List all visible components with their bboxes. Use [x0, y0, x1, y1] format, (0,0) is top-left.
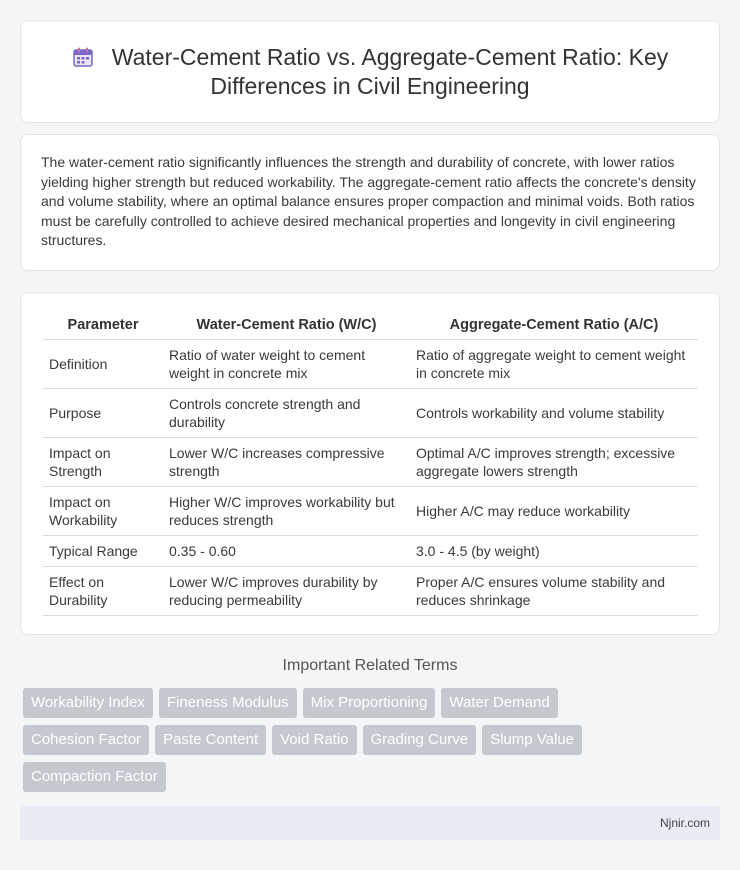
row-parameter: Impact on Workability — [43, 486, 163, 535]
table-header-row — [43, 311, 698, 339]
title-wrap — [61, 43, 679, 101]
comparison-table — [43, 311, 698, 616]
row-water-cement: Lower W/C improves durability by reducing permeability — [163, 566, 410, 615]
title-card — [20, 20, 720, 123]
row-aggregate-cement: Proper A/C ensures volume stability and reduces shrinkage — [410, 566, 698, 615]
related-term-tag[interactable]: Water Demand — [441, 688, 557, 718]
calendar-icon — [72, 46, 94, 68]
related-term-tag[interactable]: Grading Curve — [363, 725, 477, 755]
table-row — [43, 566, 698, 615]
related-term-tag[interactable]: Compaction Factor — [23, 762, 166, 792]
row-parameter: Purpose — [43, 388, 163, 437]
related-term-tag[interactable]: Fineness Modulus — [159, 688, 297, 718]
related-terms-heading: Important Related Terms — [282, 657, 458, 674]
row-aggregate-cement: 3.0 - 4.5 (by weight) — [410, 535, 698, 566]
row-water-cement: Lower W/C increases compressive strength — [163, 437, 410, 486]
summary-paragraph: The water-cement ratio significantly influences the strength and durability of concrete, with lower ratios yielding higher strength but reduced workability. The aggregate-cement ratio affects the concrete's density and volume stability, where an optimal balance ensures proper compaction and minimal voids. Both ratios must be carefully controlled to achieve desired mechanical properties and longevity in civil engineering structures. — [41, 154, 696, 249]
row-water-cement: Higher W/C improves workability but reduces strength — [163, 486, 410, 535]
related-term-tag[interactable]: Void Ratio — [272, 725, 356, 755]
row-parameter: Typical Range — [43, 535, 163, 566]
footer-site-link[interactable]: Njnir.com — [659, 816, 710, 830]
row-aggregate-cement: Higher A/C may reduce workability — [410, 486, 698, 535]
table-row — [43, 388, 698, 437]
header-aggregate-cement: Aggregate-Cement Ratio (A/C) — [410, 311, 698, 339]
related-term-tag[interactable]: Mix Proportioning — [303, 688, 436, 718]
row-water-cement: Controls concrete strength and durability — [163, 388, 410, 437]
row-water-cement: Ratio of water weight to cement weight in concrete mix — [163, 339, 410, 388]
row-parameter: Impact on Strength — [43, 437, 163, 486]
header-water-cement: Water-Cement Ratio (W/C) — [163, 311, 410, 339]
row-aggregate-cement: Ratio of aggregate weight to cement weight in concrete mix — [410, 339, 698, 388]
related-terms-list — [23, 688, 623, 792]
header-parameter: Parameter — [43, 311, 163, 339]
row-aggregate-cement: Optimal A/C improves strength; excessive aggregate lowers strength — [410, 437, 698, 486]
row-parameter: Effect on Durability — [43, 566, 163, 615]
comparison-table-card — [20, 292, 720, 635]
related-term-tag[interactable]: Paste Content — [155, 725, 266, 755]
related-term-tag[interactable]: Slump Value — [482, 725, 582, 755]
row-water-cement: 0.35 - 0.60 — [163, 535, 410, 566]
footer — [20, 806, 720, 840]
summary-card — [20, 134, 720, 271]
related-term-tag[interactable]: Workability Index — [23, 688, 153, 718]
related-term-tag[interactable]: Cohesion Factor — [23, 725, 149, 755]
row-parameter: Definition — [43, 339, 163, 388]
row-aggregate-cement: Controls workability and volume stability — [410, 388, 698, 437]
table-row — [43, 437, 698, 486]
page-title: Water-Cement Ratio vs. Aggregate-Cement Ratio: Key Differences in Civil Engineering — [111, 44, 669, 99]
table-row — [43, 486, 698, 535]
table-row — [43, 535, 698, 566]
table-row — [43, 339, 698, 388]
